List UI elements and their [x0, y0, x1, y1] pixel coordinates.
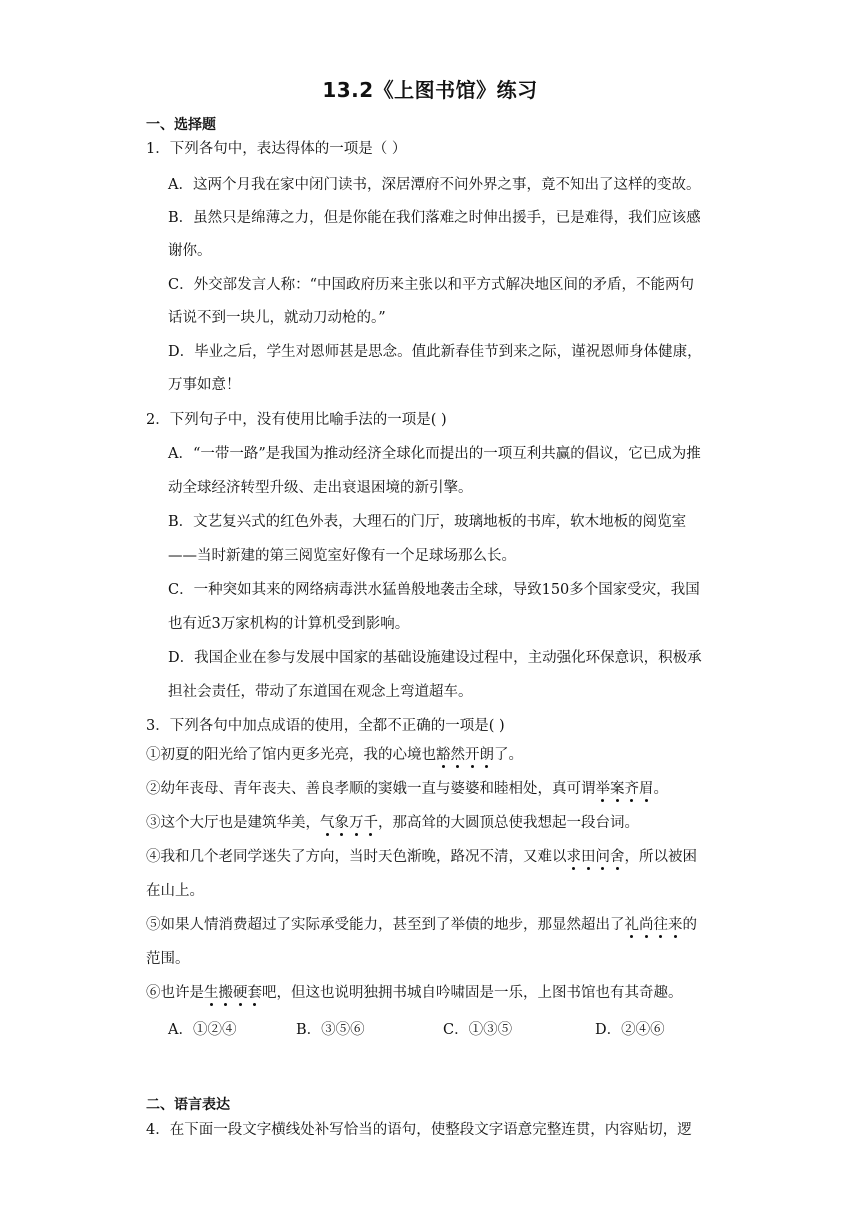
dotted-char: 田	[581, 849, 596, 865]
sentence-text: ⑥也许是	[146, 985, 204, 1001]
sentence-text: ③这个大厅也是建筑华美，	[146, 815, 320, 831]
dotted-idiom	[204, 985, 262, 1001]
dotted-char: 千	[363, 815, 378, 831]
q3-sentence-3	[146, 813, 639, 833]
dotted-char: 硬	[233, 985, 248, 1001]
q3-sentence-4-line2: 在山上。	[146, 883, 204, 899]
dotted-char: 舍	[610, 849, 625, 865]
section-heading-choice: 一、选择题	[146, 117, 216, 133]
q1-option-a: A．这两个月我在家中闭门读书，深居潭府不问外界之事，竟不知出了这样的变故。	[168, 177, 701, 193]
dotted-char: 眉	[639, 781, 654, 797]
dotted-char: 案	[610, 781, 625, 797]
q1-option-b-line2: 谢你。	[168, 243, 212, 259]
sentence-text: ④我和几个老同学迷失了方向，当时天色渐晚，路况不清，又难以	[146, 849, 567, 865]
q3-option-d: D．②④⑥	[595, 1022, 665, 1038]
sentence-text: ，那高耸的大圆顶总使我想起一段台词。	[378, 815, 639, 831]
dotted-idiom	[436, 747, 494, 763]
q2-option-b-line1: B．文艺复兴式的红色外表，大理石的门厅，玻璃地板的书库，软木地板的阅览室	[168, 514, 687, 530]
q1-option-c-line2: 话说不到一块儿，就动刀动枪的。”	[168, 310, 386, 326]
sentence-text: 的	[682, 917, 697, 933]
sentence-text: 。	[653, 781, 668, 797]
dotted-char: 求	[566, 849, 581, 865]
sentence-text: ⑤如果人情消费超过了实际承受能力，甚至到了举债的地步，那显然超出了	[146, 917, 625, 933]
q1-option-b-line1: B．虽然只是绵薄之力，但是你能在我们落难之时伸出援手，已是难得，我们应该感	[168, 210, 701, 226]
dotted-char: 尚	[639, 917, 654, 933]
dotted-idiom	[320, 815, 378, 831]
dotted-idiom	[596, 781, 654, 797]
q2-option-a-line1: A．“一带一路”是我国为推动经济全球化而提出的一项互利共赢的倡议，它已成为推	[168, 446, 701, 462]
dotted-char: 然	[450, 747, 465, 763]
q3-option-a: A．①②④	[168, 1022, 237, 1038]
q2-option-d-line2: 担社会责任，带动了东道国在观念上弯道超车。	[168, 684, 473, 700]
dotted-char: 来	[668, 917, 683, 933]
sentence-text: 吧，但这也说明独拥书城自吟啸固是一乐，上图书馆也有其奇趣。	[262, 985, 683, 1001]
q3-sentence-4	[146, 847, 697, 867]
sentence-text: ②幼年丧母、青年丧夫、善良孝顺的窦娥一直与婆婆和睦相处，真可谓	[146, 781, 596, 797]
q3-sentence-2	[146, 779, 668, 799]
q4-stem: 4．在下面一段文字横线处补写恰当的语句，使整段文字语意完整连贯，内容贴切，逻	[146, 1122, 692, 1138]
q3-option-c: C．①③⑤	[443, 1022, 513, 1038]
dotted-char: 礼	[624, 917, 639, 933]
q2-option-b-line2: ——当时新建的第三阅览室好像有一个足球场那么长。	[168, 548, 516, 564]
q2-option-a-line2: 动全球经济转型升级、走出衰退困境的新引擎。	[168, 480, 473, 496]
dotted-idiom	[625, 917, 683, 933]
q3-sentence-5	[146, 915, 697, 935]
q1-stem: 1．下列各句中，表达得体的一项是（ ）	[146, 141, 407, 157]
dotted-char: 往	[653, 917, 668, 933]
sentence-text: 了。	[494, 747, 523, 763]
dotted-idiom	[567, 849, 625, 865]
dotted-char: 生	[204, 985, 219, 1001]
q3-sentence-1	[146, 745, 523, 765]
q3-sentence-6	[146, 983, 683, 1003]
q2-option-d-line1: D．我国企业在参与发展中国家的基础设施建设过程中，主动强化环保意识，积极承	[168, 650, 702, 666]
q3-sentence-5-line2: 范围。	[146, 951, 190, 967]
q1-option-d-line2: 万事如意！	[168, 377, 241, 393]
dotted-char: 问	[595, 849, 610, 865]
q1-option-c-line1: C．外交部发言人称：“中国政府历来主张以和平方式解决地区间的矛盾，不能两句	[168, 277, 695, 293]
dotted-char: 朗	[479, 747, 494, 763]
sentence-text: ，所以被困	[624, 849, 697, 865]
dotted-char: 搬	[218, 985, 233, 1001]
section-heading-language: 二、语言表达	[146, 1097, 230, 1113]
dotted-char: 套	[247, 985, 262, 1001]
q2-stem: 2．下列句子中，没有使用比喻手法的一项是( )	[146, 412, 447, 428]
q3-option-b: B．③⑤⑥	[296, 1022, 365, 1038]
dotted-char: 开	[465, 747, 480, 763]
q2-option-c-line2: 也有近3万家机构的计算机受到影响。	[168, 616, 410, 632]
dotted-char: 齐	[624, 781, 639, 797]
dotted-char: 气	[320, 815, 335, 831]
q3-stem: 3．下列各句中加点成语的使用，全都不正确的一项是( )	[146, 718, 505, 734]
dotted-char: 举	[595, 781, 610, 797]
dotted-char: 象	[334, 815, 349, 831]
dotted-char: 万	[349, 815, 364, 831]
document-title: 13.2《上图书馆》练习	[322, 78, 538, 102]
sentence-text: ①初夏的阳光给了馆内更多光亮，我的心境也	[146, 747, 436, 763]
q2-option-c-line1: C．一种突如其来的网络病毒洪水猛兽般地袭击全球，导致150多个国家受灾，我国	[168, 582, 700, 598]
dotted-char: 豁	[436, 747, 451, 763]
q1-option-d-line1: D．毕业之后，学生对恩师甚是思念。值此新春佳节到来之际，谨祝恩师身体健康，	[168, 344, 702, 360]
